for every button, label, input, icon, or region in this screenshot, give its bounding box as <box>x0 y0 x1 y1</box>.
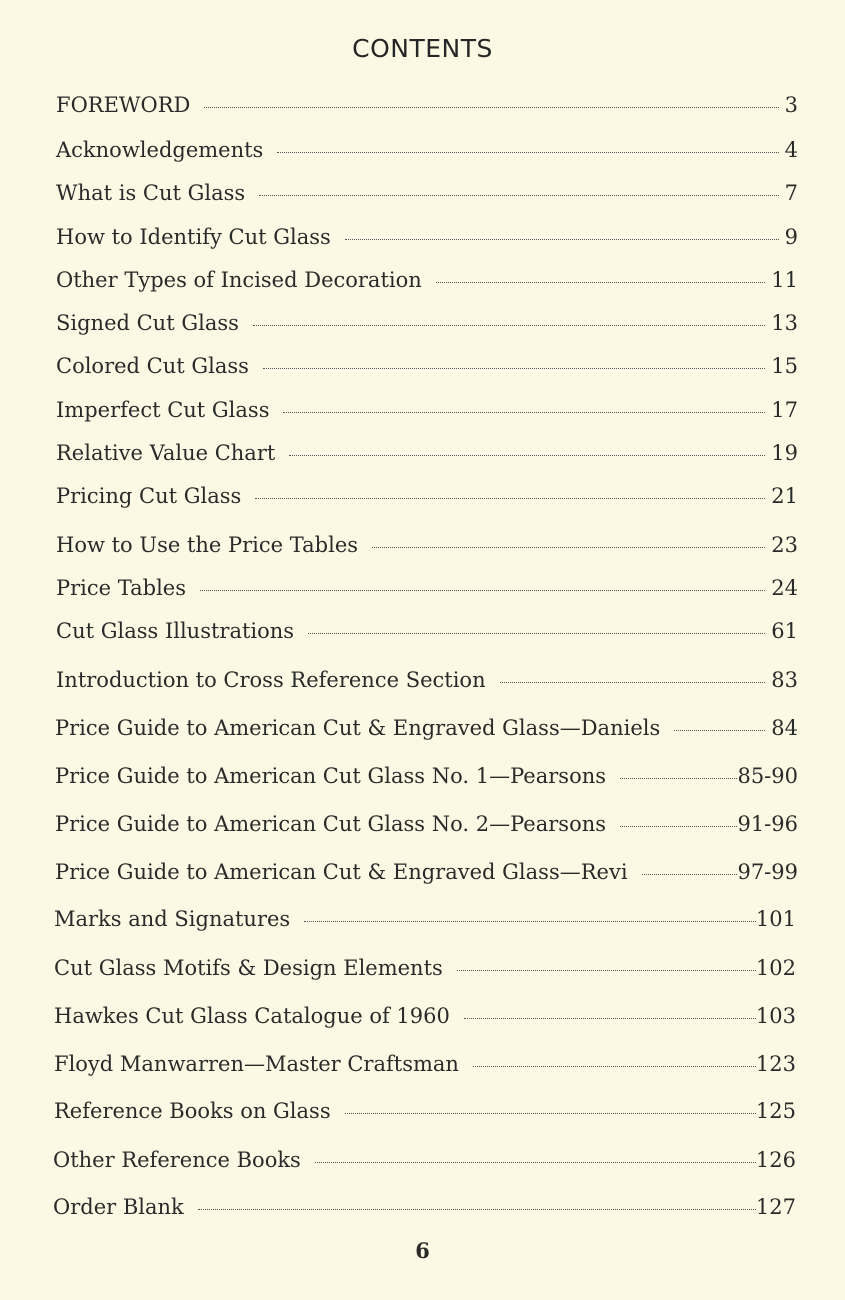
toc-entry-page: 85-90 <box>737 764 798 788</box>
toc-entry-page: 61 <box>771 619 798 643</box>
dot-leader <box>620 778 737 779</box>
toc-entry <box>54 906 796 932</box>
toc-entry-page: 126 <box>755 1148 796 1172</box>
toc-entry-title: Order Blank <box>53 1195 184 1219</box>
dot-leader <box>308 633 765 634</box>
toc-entry <box>53 1147 796 1173</box>
toc-entry-page: 101 <box>755 907 796 931</box>
toc-entry <box>56 224 798 250</box>
toc-entry <box>56 180 798 206</box>
toc-entry-title: Introduction to Cross Reference Section <box>56 668 486 692</box>
toc-entry-page: 125 <box>755 1099 796 1123</box>
toc-entry <box>56 667 798 693</box>
toc-entry <box>55 763 798 789</box>
toc-entry-title: Cut Glass Motifs & Design Elements <box>54 956 443 980</box>
toc-entry-title: Price Guide to American Cut & Engraved Glass—Daniels <box>55 716 661 740</box>
toc-entry-page: 15 <box>771 354 798 378</box>
toc-entry-title: Price Guide to American Cut & Engraved Glass—Revi <box>55 860 628 884</box>
dot-leader <box>500 682 766 683</box>
toc-entry-page: 91-96 <box>737 812 798 836</box>
toc-entry-title: Price Tables <box>56 576 187 600</box>
toc-entry-page: 19 <box>771 441 798 465</box>
toc-entry-title: Other Reference Books <box>53 1148 301 1172</box>
dot-leader <box>198 1209 756 1210</box>
toc-entry-page: 84 <box>771 716 798 740</box>
toc-entry-page: 103 <box>755 1004 796 1028</box>
toc-entry-title: Price Guide to American Cut Glass No. 2—Pearsons <box>55 812 607 836</box>
toc-entry-title: How to Identify Cut Glass <box>56 225 331 249</box>
toc-entry-page: 13 <box>771 311 798 335</box>
dot-leader <box>674 730 765 731</box>
toc-entry-title: Hawkes Cut Glass Catalogue of 1960 <box>54 1004 450 1028</box>
toc-entry-title: Signed Cut Glass <box>56 311 239 335</box>
dot-leader <box>253 325 765 326</box>
dot-leader <box>283 412 765 413</box>
toc-entry-page: 102 <box>755 956 796 980</box>
page-title: CONTENTS <box>352 34 493 63</box>
toc-entry <box>56 137 798 163</box>
page-number: 6 <box>415 1238 430 1263</box>
toc-entry-title: FOREWORD <box>56 93 191 117</box>
toc-entry-page: 127 <box>755 1195 796 1219</box>
dot-leader <box>277 152 778 153</box>
toc-entry-title: How to Use the Price Tables <box>56 533 359 557</box>
toc-entry-page: 11 <box>771 268 798 292</box>
toc-entry-title: Imperfect Cut Glass <box>56 398 270 422</box>
dot-leader <box>289 455 765 456</box>
dot-leader <box>315 1162 756 1163</box>
toc-entry <box>56 618 798 644</box>
toc-entry <box>56 353 798 379</box>
toc-entry <box>54 1003 796 1029</box>
dot-leader <box>345 239 779 240</box>
dot-leader <box>259 195 778 196</box>
toc-entry <box>53 1194 796 1220</box>
toc-entry <box>56 267 798 293</box>
toc-entry <box>55 859 798 885</box>
toc-entry-page: 83 <box>771 668 798 692</box>
toc-entry-title: Cut Glass Illustrations <box>56 619 295 643</box>
toc-entry <box>54 955 796 981</box>
toc-entry <box>56 483 798 509</box>
toc-entry-page: 3 <box>784 93 798 117</box>
dot-leader <box>457 970 756 971</box>
toc-entry-page: 23 <box>771 533 798 557</box>
toc-entry-title: Floyd Manwarren—Master Craftsman <box>54 1052 459 1076</box>
dot-leader <box>436 282 765 283</box>
toc-entry <box>55 715 798 741</box>
toc-entry-title: Acknowledgements <box>56 138 264 162</box>
dot-leader <box>642 874 738 875</box>
toc-entry <box>56 310 798 336</box>
toc-entry <box>56 92 798 118</box>
toc-entry-title: Price Guide to American Cut Glass No. 1—Pearsons <box>55 764 607 788</box>
dot-leader <box>345 1113 756 1114</box>
toc-entry-title: Pricing Cut Glass <box>56 484 242 508</box>
toc-entry <box>54 1051 796 1077</box>
toc-entry <box>54 1098 796 1124</box>
dot-leader <box>372 547 765 548</box>
toc-entry-title: Other Types of Incised Decoration <box>56 268 422 292</box>
dot-leader <box>204 107 778 108</box>
toc-entry-page: 4 <box>784 138 798 162</box>
toc-entry <box>56 532 798 558</box>
dot-leader <box>255 498 765 499</box>
toc-entry <box>56 397 798 423</box>
toc-entry-page: 123 <box>755 1052 796 1076</box>
toc-entry <box>56 575 798 601</box>
toc-entry-page: 97-99 <box>737 860 798 884</box>
toc-entry-title: What is Cut Glass <box>56 181 246 205</box>
dot-leader <box>304 921 756 922</box>
toc-entry-title: Marks and Signatures <box>54 907 291 931</box>
dot-leader <box>473 1066 756 1067</box>
dot-leader <box>200 590 765 591</box>
dot-leader <box>620 826 737 827</box>
toc-entry-page: 7 <box>784 181 798 205</box>
toc-entry <box>56 440 798 466</box>
toc-entry <box>55 811 798 837</box>
toc-entry-page: 9 <box>784 225 798 249</box>
dot-leader <box>263 368 765 369</box>
toc-entry-title: Colored Cut Glass <box>56 354 249 378</box>
dot-leader <box>464 1018 756 1019</box>
toc-entry-page: 24 <box>771 576 798 600</box>
toc-entry-page: 17 <box>771 398 798 422</box>
toc-entry-page: 21 <box>771 484 798 508</box>
toc-entry-title: Reference Books on Glass <box>54 1099 331 1123</box>
toc-entry-title: Relative Value Chart <box>56 441 276 465</box>
